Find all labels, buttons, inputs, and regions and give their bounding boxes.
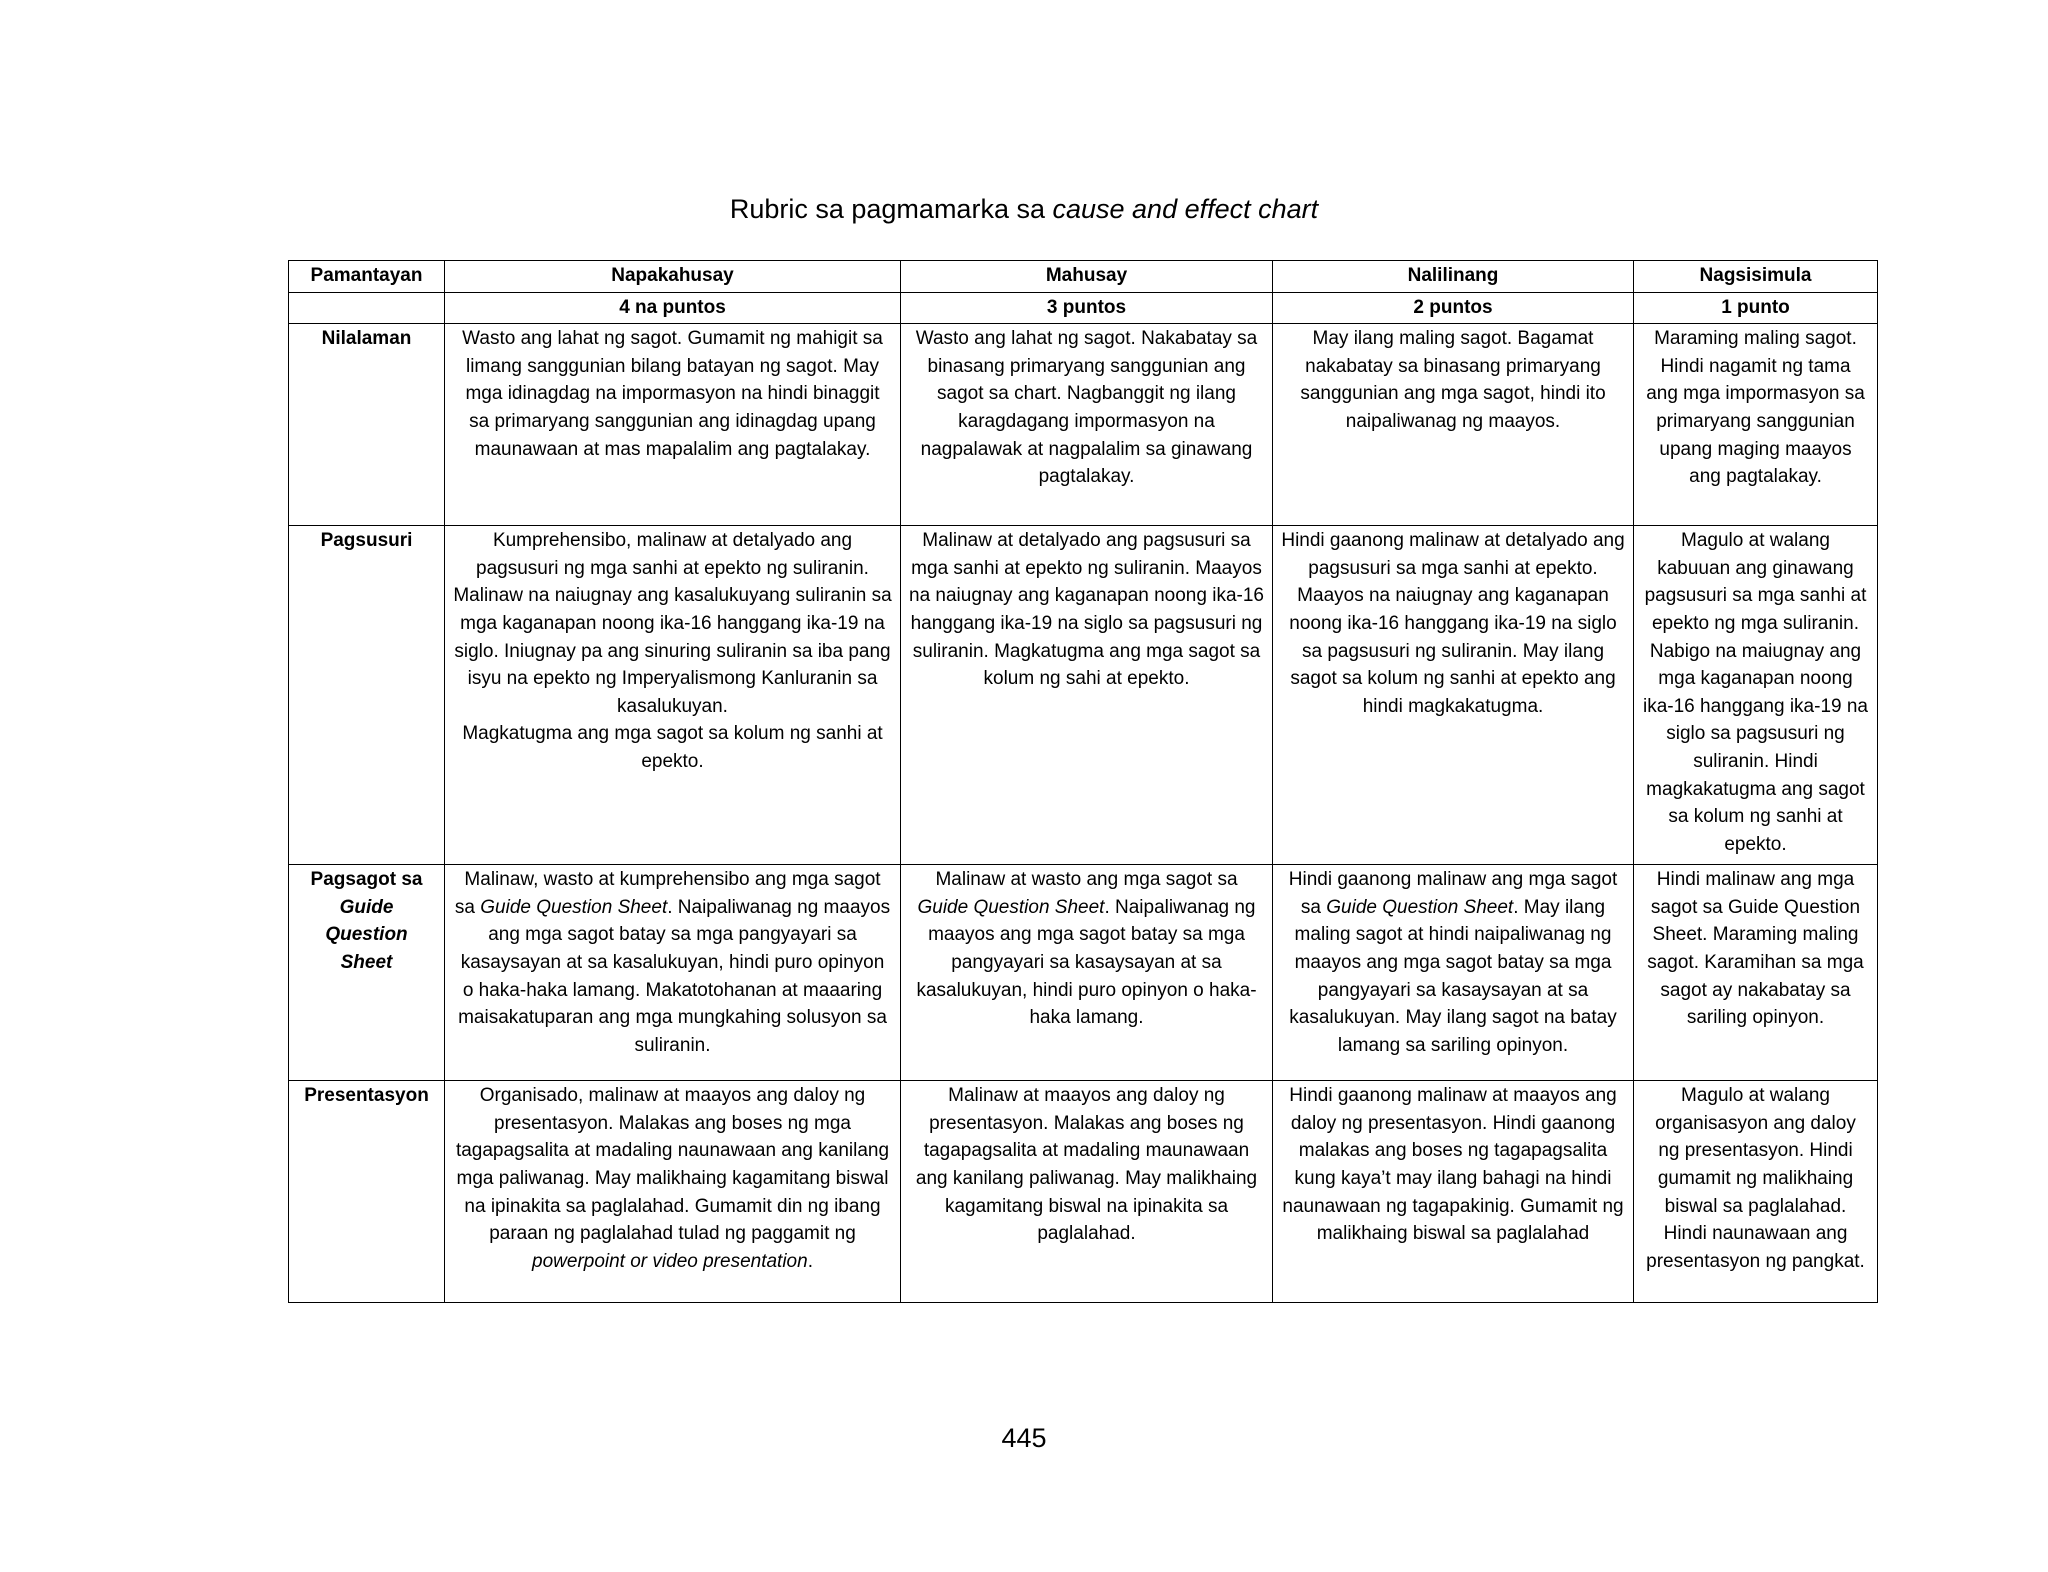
cell-text: . Naipaliwanag ng maayos ang mga sagot batay sa mga pangyayari sa kasaysayan at sa kasalukuyan, hindi puro opinyon o haka-haka lamang.	[916, 896, 1257, 1029]
header-nalilinang: Nalilinang	[1273, 261, 1634, 293]
cell-italic-text: Guide Question Sheet	[480, 896, 668, 918]
cell-presentasyon-napakahusay	[445, 1081, 901, 1303]
table-row	[289, 1081, 1878, 1303]
cell-italic-text: powerpoint or video presentation	[532, 1250, 808, 1272]
criterion-pagsagot	[289, 865, 445, 1081]
header-pamantayan: Pamantayan	[289, 261, 445, 293]
cell-paragraph: Kumprehensibo, malinaw at detalyado ang pagsusuri ng mga sanhi at epekto ng suliranin. Malinaw na naiugnay ang kasalukuyang suliranin sa mga kaganapan noong ika-16 hanggang ika-19 na siglo. Iniugnay pa ang sinuring suliranin sa iba pang isyu na epekto ng Imperyalismong Kanluranin sa kasalukuyan.	[453, 530, 892, 717]
cell-pagsagot-napakahusay	[445, 865, 901, 1081]
criterion-nilalaman: Nilalaman	[289, 324, 445, 526]
cell-pagsusuri-mahusay: Malinaw at detalyado ang pagsusuri sa mga sanhi at epekto ng suliranin. Maayos na naiugnay ang kaganapan noong ika-16 hanggang ika-19 na siglo sa pagsusuri ng suliranin. Magkatugma ang mga sagot sa kolum ng sahi at epekto.	[901, 526, 1273, 865]
points-empty-cell	[289, 292, 445, 324]
document-title	[0, 191, 2048, 227]
cell-pagsagot-nagsisimula: Hindi malinaw ang mga sagot sa Guide Question Sheet. Maraming maling sagot. Karamihan sa mga sagot ay nakabatay sa sariling opinyon.	[1634, 865, 1878, 1081]
header-mahusay: Mahusay	[901, 261, 1273, 293]
title-italic-text: cause and effect chart	[1052, 194, 1319, 224]
criterion-italic-text: Guide Question Sheet	[325, 896, 408, 973]
cell-nilalaman-nalilinang: May ilang maling sagot. Bagamat nakabatay sa binasang primaryang sanggunian ang mga sagot, hindi ito naipaliwanag ng maayos.	[1273, 324, 1634, 526]
cell-pagsagot-mahusay	[901, 865, 1273, 1081]
points-1: 1 punto	[1634, 292, 1878, 324]
points-3: 3 puntos	[901, 292, 1273, 324]
cell-nilalaman-nagsisimula: Maraming maling sagot. Hindi nagamit ng tama ang mga impormasyon sa primaryang sanggunian upang maging maayos ang pagtalakay.	[1634, 324, 1878, 526]
cell-presentasyon-nagsisimula: Magulo at walang organisasyon ang daloy ng presentasyon. Hindi gumamit ng malikhaing biswal sa paglalahad. Hindi naunawaan ang presentasyon ng pangkat.	[1634, 1081, 1878, 1303]
table-row	[289, 324, 1878, 526]
cell-text: .	[807, 1250, 813, 1272]
cell-text: . May ilang maling sagot at hindi naipaliwanag ng maayos ang mga sagot batay sa mga pangyayari sa kasaysayan at sa kasalukuyan. May ilang sagot na batay lamang sa sariling opinyon.	[1289, 896, 1617, 1056]
cell-text: Malinaw, wasto at kumprehensibo ang mga sagot sa	[454, 869, 881, 918]
cell-presentasyon-mahusay: Malinaw at maayos ang daloy ng presentasyon. Malakas ang boses ng tagapagsalita at madaling maunawaan ang kanilang paliwanag. May malikhaing kagamitang biswal na ipinakita sa paglalahad.	[901, 1081, 1273, 1303]
header-napakahusay: Napakahusay	[445, 261, 901, 293]
cell-text: . Naipaliwanag ng maayos ang mga sagot batay sa mga pangyayari sa kasaysayan at sa kasalukuyan, hindi puro opinyon o haka-haka lamang. Makatotohanan at maaaring maisakatuparan ang mga mungkahing solusyon sa suliranin.	[458, 896, 891, 1056]
cell-text: Malinaw at wasto ang mga sagot sa	[935, 869, 1238, 891]
cell-italic-text: Guide Question Sheet	[917, 896, 1105, 918]
cell-pagsagot-nalilinang	[1273, 865, 1634, 1081]
cell-presentasyon-nalilinang: Hindi gaanong malinaw at maayos ang daloy ng presentasyon. Hindi gaanong malakas ang boses ng tagapagsalita kung kaya’t may ilang bahagi na hindi naunawaan ng tagapakinig. Gumamit ng malikhaing biswal sa paglalahad	[1273, 1081, 1634, 1303]
cell-italic-text: Guide Question Sheet	[1326, 896, 1514, 918]
cell-text: Hindi gaanong malinaw ang mga sagot sa	[1288, 869, 1618, 918]
cell-pagsusuri-napakahusay	[445, 526, 901, 865]
header-row	[289, 261, 1878, 293]
table-row	[289, 865, 1878, 1081]
points-2: 2 puntos	[1273, 292, 1634, 324]
criterion-pagsusuri: Pagsusuri	[289, 526, 445, 865]
page-number: 445	[1001, 1423, 1047, 1453]
criterion-text: Pagsagot sa	[310, 869, 423, 891]
header-nagsisimula: Nagsisimula	[1634, 261, 1878, 293]
points-row	[289, 292, 1878, 324]
title-text: Rubric sa pagmamarka sa	[729, 194, 1053, 224]
rubric-table	[288, 260, 1878, 1303]
criterion-presentasyon: Presentasyon	[289, 1081, 445, 1303]
cell-pagsusuri-nalilinang: Hindi gaanong malinaw at detalyado ang pagsusuri sa mga sanhi at epekto. Maayos na naiugnay ang kaganapan noong ika-16 hanggang ika-19 na siglo sa pagsusuri ng suliranin. May ilang sagot sa kolum ng sanhi at epekto ang hindi magkakatugma.	[1273, 526, 1634, 865]
cell-nilalaman-napakahusay: Wasto ang lahat ng sagot. Gumamit ng mahigit sa limang sanggunian bilang batayan ng sagot. May mga idinagdag na impormasyon na hindi binaggit sa primaryang sanggunian ang idinagdag upang maunawaan at mas mapalalim ang pagtalakay.	[445, 324, 901, 526]
table-row	[289, 526, 1878, 865]
cell-nilalaman-mahusay: Wasto ang lahat ng sagot. Nakabatay sa binasang primaryang sanggunian ang sagot sa chart. Nagbanggit ng ilang karagdagang impormasyon na nagpalawak at nagpalalim sa ginawang pagtalakay.	[901, 324, 1273, 526]
cell-text: Organisado, malinaw at maayos ang daloy ng presentasyon. Malakas ang boses ng mga tagapagsalita at madaling naunawaan ang kanilang mga paliwanag. May malikhaing kagamitang biswal na ipinakita sa paglalahad. Gumamit din ng ibang paraan ng paglalahad tulad ng paggamit ng	[455, 1085, 890, 1245]
points-4: 4 na puntos	[445, 292, 901, 324]
cell-paragraph: Magkatugma ang mga sagot sa kolum ng sanhi at epekto.	[462, 723, 883, 772]
cell-pagsusuri-nagsisimula: Magulo at walang kabuuan ang ginawang pagsusuri sa mga sanhi at epekto ng mga suliranin. Nabigo na maiugnay ang mga kaganapan noong ika-16 hanggang ika-19 na siglo sa pagsusuri ng suliranin. Hindi magkakatugma ang sagot sa kolum ng sanhi at epekto.	[1634, 526, 1878, 865]
